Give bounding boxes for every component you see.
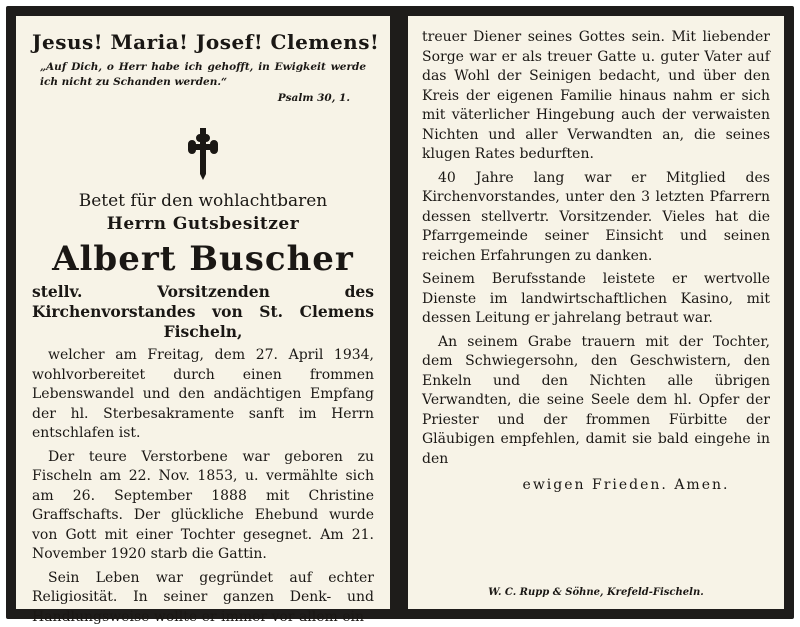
intro-line: Betet für den wohlachtbaren bbox=[78, 191, 328, 211]
printer-imprint: W. C. Rupp & Söhne, Krefeld-Fischeln. bbox=[488, 587, 704, 598]
left-panel bbox=[16, 16, 390, 625]
cross-container bbox=[32, 128, 374, 180]
cross-icon bbox=[186, 128, 220, 180]
paragraph-religiosity: Sein Leben war gegründet auf echter Religiosität. In seiner ganzen Denk- und Handlungsweise wollte er immer vor allem ein bbox=[32, 569, 374, 625]
closing-line: ewigen Frieden. Amen. bbox=[522, 477, 730, 493]
psalm-reference: Psalm 30, 1. bbox=[277, 92, 350, 104]
paragraph-mourners: An seinem Grabe trauern mit der Tochter, dem Schwiegersohn, den Geschwistern, den Enkeln und den Nichten alle übrigen Verwandten, die seine Seele dem hl. Opfer der Priester und der frommen Fürbitte der Gläubigen empfehlen, damit sie bald eingehe in den bbox=[422, 333, 770, 467]
right-panel bbox=[408, 16, 784, 609]
memorial-card bbox=[6, 6, 794, 625]
invocation-heading: Jesus! Maria! Josef! Clemens! bbox=[32, 30, 380, 54]
paragraph-church-board: 40 Jahre lang war er Mitglied des Kirchenvorstandes, unter den 3 letzten Pfarrern dessen stellvertr. Vorsitzender. Vieles hat die Pfarrgemeinde seiner Einsicht und seinen reichen Erfahrungen zu danken. bbox=[422, 169, 770, 264]
paragraph-death: welcher am Freitag, dem 27. April 1934, wohlvorbereitet durch einen frommen Lebenswandel und den andächtigen Empfang der hl. Sterbesakramente sanft im Herrn entschlafen ist. bbox=[32, 347, 374, 441]
deceased-role: stellv. Vorsitzenden des Kirchenvorstandes von St. Clemens Fischeln, bbox=[32, 282, 374, 341]
paragraph-profession: Seinem Berufsstande leistete er wertvolle Dienste im landwirtschaftlichen Kasino, mit dessen Leitung er jahrelang betraut war. bbox=[422, 271, 770, 326]
psalm-quote: „Auf Dich, o Herr habe ich gehofft, in Ewigkeit werde ich nicht zu Schanden werden.“ bbox=[40, 61, 366, 88]
paragraph-servant: treuer Diener seines Gottes sein. Mit liebender Sorge war er als treuer Gatte u. guter Vater auf das Wohl der Seinigen bedacht, und über den Kreis der eigenen Familie hinaus nahm er sich mit väterlicher Hingebung auch der verwaisten Nichten und aller Verwandten an, die seines klugen Rates bedurften. bbox=[422, 29, 770, 162]
deceased-name: Albert Buscher bbox=[52, 239, 354, 279]
deceased-title: Herrn Gutsbesitzer bbox=[106, 214, 300, 234]
paragraph-biography: Der teure Verstorbene war geboren zu Fischeln am 22. Nov. 1853, u. vermählte sich am 26. September 1888 mit Christine Graffschafts. Der glückliche Ehebund wurde von Gott mit einer Tochter gesegnet. Am 21. November 1920 starb die Gattin. bbox=[32, 448, 374, 562]
